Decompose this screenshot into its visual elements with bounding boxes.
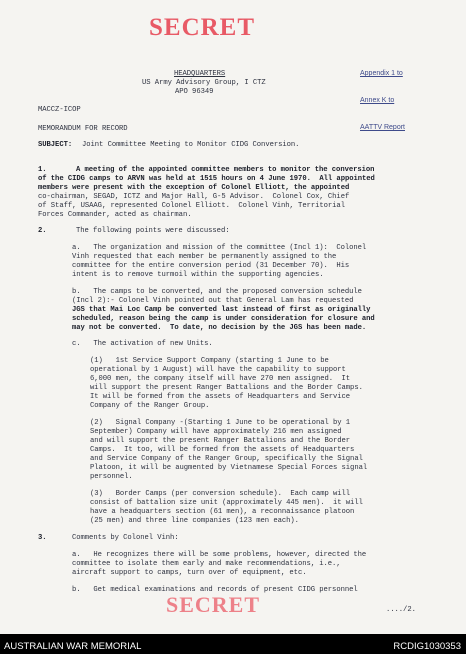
classification-stamp-top: SECRET <box>149 14 256 41</box>
paragraph-2b-line: (Incl 2):- Colonel Vinh pointed out that General Lam has requested <box>72 297 354 305</box>
paragraph-2b-line: b. The camps to be converted, and the proposed conversion schedule <box>72 288 362 296</box>
paragraph-3a-line: aircraft support to camps, turn over of equipment, etc. <box>72 569 307 577</box>
paragraph-1-line: of the CIDG camps to ARVN was held at 1515 hours on 4 June 1970. All appointed <box>38 175 375 183</box>
annex-line: AATTV Report <box>360 124 405 131</box>
annex-stamp <box>360 51 405 150</box>
paragraph-2b-line: scheduled, reason being the camp is under consideration for closure and <box>72 315 375 323</box>
continuation-marker: ..../2. <box>386 606 416 614</box>
subject-text: Joint Committee Meeting to Monitor CIDG Conversion. <box>82 141 300 149</box>
paragraph-1-line: co-chairman, SEGAD, ICTZ and Major Hall, G-5 Advisor. Colonel Cox, Chief <box>38 193 350 201</box>
paragraph-2c2-line: Camps. It too, will be formed from the assets of Headquarters <box>90 446 355 454</box>
record-id: RCDIG1030353 <box>393 641 461 652</box>
paragraph-2c1-line: Company of the Ranger Group. <box>90 402 210 410</box>
paragraph-2c1-line: (1) 1st Service Support Company (starting 1 June to be <box>90 357 329 365</box>
paragraph-3-intro: Comments by Colonel Vinh: <box>72 534 179 542</box>
paragraph-2b-line: JGS that Mai Loc Camp be converted last instead of first as originally <box>72 306 371 314</box>
paragraph-2c2-line: September) Company will have approximately 216 men assigned <box>90 428 342 436</box>
paragraph-2a-line: a. The organization and mission of the committee (Incl 1): Colonel <box>72 244 367 252</box>
paragraph-2c1-line: 6,000 men, the company itself will have 270 men assigned. It <box>90 375 351 383</box>
header-hq: HEADQUARTERS <box>174 70 226 78</box>
header-apo: APO 96349 <box>175 88 214 96</box>
paragraph-2a-line: committee for the entire conversion period (31 December 70). His <box>72 262 350 270</box>
paragraph-2c1-line: It will be formed from the assets of Headquarters and Service <box>90 393 351 401</box>
paragraph-2c3-line: consist of battalion size unit (approximately 445 men). it will <box>90 499 363 507</box>
paragraph-1-line: of Staff, USAAG, represented Colonel Elliott. Colonel Vinh, Territorial <box>38 202 345 210</box>
paragraph-2c2-line: Platoon, it will be augmented by Vietnamese Special Forces signal <box>90 464 368 472</box>
paragraph-2-number: 2. <box>38 227 47 235</box>
header-unit: US Army Advisory Group, I CTZ <box>142 79 266 87</box>
paragraph-2c3-line: (3) Border Camps (per conversion schedule). Each camp will <box>90 490 351 498</box>
reference-code: MACCZ-ICOP <box>38 106 81 114</box>
paragraph-2c-heading: c. The activation of new Units. <box>72 340 213 348</box>
paragraph-3b-line: b. Get medical examinations and records of present CIDG personnel <box>72 586 358 594</box>
paragraph-1-line: A meeting of the appointed committee members to monitor the conversion <box>76 166 375 174</box>
paragraph-2c1-line: operational by 1 August) will have the capability to support <box>90 366 346 374</box>
paragraph-2-intro: The following points were discussed: <box>76 227 230 235</box>
classification-stamp-bottom: SECRET <box>166 592 261 617</box>
subject-label: SUBJECT: <box>38 141 73 149</box>
paragraph-1-line: Forces Commander, acted as chairman. <box>38 211 192 219</box>
annex-line: Annex K to <box>360 97 395 104</box>
paragraph-2c2-line: personnel. <box>90 473 133 481</box>
paragraph-2c2-line: and will support the present Ranger Battalions and the Border <box>90 437 351 445</box>
memo-title: MEMORANDUM FOR RECORD <box>38 125 128 133</box>
paragraph-2c1-line: will support the present Ranger Battalions and the Border Camps. <box>90 384 363 392</box>
paragraph-1-line: members were present with the exception of Colonel Elliott, the appointed <box>38 184 350 192</box>
archive-name: AUSTRALIAN WAR MEMORIAL <box>4 641 142 652</box>
paragraph-2b-line: may not be converted. To date, no decision by the JGS has been made. <box>72 324 367 332</box>
paragraph-2a-line: intent is to remove turmoil within the supporting agencies. <box>72 271 324 279</box>
paragraph-2c3-line: (25 men) and three line companies (123 men each). <box>90 517 299 525</box>
paragraph-3a-line: a. He recognizes there will be some problems, however, directed the <box>72 551 367 559</box>
paragraph-2c3-line: have a headquarters section (61 men), a reconnaissance platoon <box>90 508 355 516</box>
paragraph-3-number: 3. <box>38 534 47 542</box>
paragraph-2a-line: Vinh requested that each member be permanently assigned to the <box>72 253 337 261</box>
paragraph-2c2-line: (2) Signal Company -(Starting 1 June to be operational by 1 <box>90 419 351 427</box>
paragraph-3a-line: committee to isolate them early and make recommendations, i.e., <box>72 560 341 568</box>
paragraph-1-number: 1. <box>38 166 47 174</box>
annex-line: Appendix 1 to <box>360 70 403 77</box>
paragraph-2c2-line: and Service Company of the Ranger Group, specifically the Signal <box>90 455 363 463</box>
